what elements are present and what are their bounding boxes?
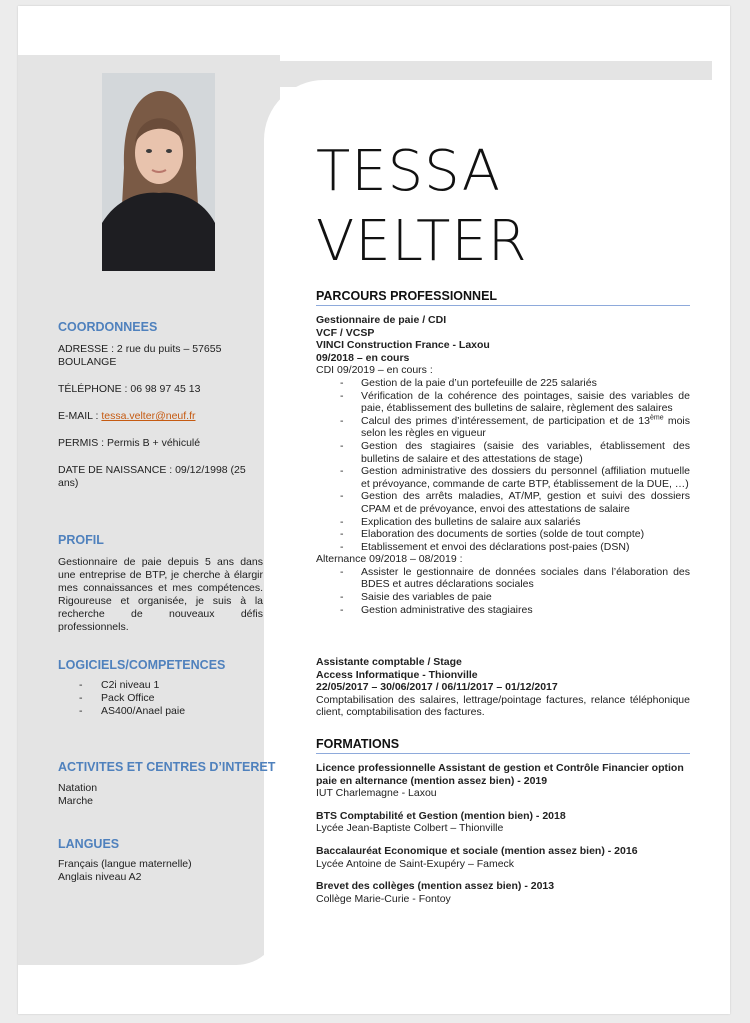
formation-item	[316, 762, 690, 800]
email-link[interactable]: tessa.velter@neuf.fr	[101, 410, 196, 422]
interessement-text: Calcul des primes d’intéressement, de participation et de 13	[361, 414, 650, 427]
list-item: - Elaboration des documents de sorties (solde de tout compte)	[316, 528, 690, 541]
parcours-heading: PARCOURS PROFESSIONNEL	[316, 289, 690, 306]
birth-date: DATE DE NAISSANCE : 09/12/1998 (25 ans)	[58, 464, 246, 489]
logiciels-heading: LOGICIELS/COMPETENCES	[58, 658, 226, 672]
list-item: - C2i niveau 1	[58, 679, 263, 692]
job2-block	[316, 656, 690, 719]
list-item: - Saisie des variables de paie	[316, 591, 690, 604]
formation-school: Lycée Antoine de Saint-Exupéry – Fameck	[316, 857, 515, 870]
formation-title: Baccalauréat Economique et sociale (mention assez bien) - 2016	[316, 844, 638, 857]
email-label: E-MAIL :	[58, 410, 102, 422]
formation-school: IUT Charlemagne - Laxou	[316, 787, 437, 800]
list-item: Natation	[58, 782, 98, 794]
formation-title: BTS Comptabilité et Gestion (mention bien) - 2018	[316, 809, 566, 822]
profil-text: Gestionnaire de paie depuis 5 ans dans une entreprise de BTP, je cherche à élargir mes connaissances et mes compétences. Rigoureuse et organisée, je suis à la recherche de nouveaux défis professionnels.	[58, 556, 263, 633]
email-row	[58, 410, 263, 423]
langues-heading: LANGUES	[58, 837, 120, 851]
superscript: ème	[649, 414, 664, 422]
address-line1: ADRESSE : 2 rue du puits – 57655	[58, 343, 222, 355]
alternance-label: Alternance 09/2018 – 08/2019 :	[316, 553, 463, 566]
coordonnees-heading: COORDONNEES	[58, 320, 158, 334]
list-item: Anglais niveau A2	[58, 871, 142, 883]
formation-item	[316, 845, 690, 870]
permis: PERMIS : Permis B + véhiculé	[58, 437, 201, 449]
list-item: - Gestion des stagiaires (saisie des variables, établissement des bulletins de salaire et des attestations de stage)	[316, 440, 690, 465]
cdi-task-list	[316, 377, 690, 553]
list-item: - Gestion administrative des dossiers du personnel (affiliation mutuelle et prévoyance, commande de carte BTP, établissement de la DUE, …)	[316, 465, 690, 490]
cdi-label: CDI 09/2019 – en cours :	[316, 364, 433, 377]
profil-heading: PROFIL	[58, 533, 104, 547]
job2-company: Access Informatique - Thionville	[316, 668, 478, 681]
formation-school: Lycée Jean-Baptiste Colbert – Thionville	[316, 822, 504, 835]
formation-item	[316, 810, 690, 835]
formation-item	[316, 880, 690, 905]
job1-block	[316, 314, 690, 616]
interessement-text-end: mois selon les règles en vigueur	[361, 414, 690, 440]
address-line2: BOULANGE	[58, 356, 117, 368]
first-name: TESSA	[316, 139, 502, 204]
list-item: - Pack Office	[58, 692, 263, 705]
alternance-task-list	[316, 566, 690, 616]
last-name: VELTER	[316, 209, 528, 274]
list-item: - Etablissement et envoi des déclarations post-paies (DSN)	[316, 541, 690, 554]
job1-company: VINCI Construction France - Laxou	[316, 339, 490, 352]
list-item: - Gestion administrative des stagiaires	[316, 604, 690, 617]
job1-line2: VCF / VCSP	[316, 326, 375, 339]
profile-photo	[102, 73, 215, 271]
phone: TÉLÉPHONE : 06 98 97 45 13	[58, 383, 201, 395]
job1-title: Gestionnaire de paie / CDI	[316, 314, 447, 326]
activites-heading: ACTIVITES ET CENTRES D’INTERET	[58, 760, 276, 774]
job2-desc: Comptabilisation des salaires, lettrage/pointage factures, relance téléphonique client, comptabilisation des factures.	[316, 693, 690, 719]
formation-school: Collège Marie-Curie - Fontoy	[316, 892, 451, 905]
list-item: - Vérification de la cohérence des pointages, saisie des variables de paie, établissement des bulletins de salaire, règlement des salaires	[316, 390, 690, 415]
list-item: - AS400/Anael paie	[58, 705, 263, 718]
list-item: Français (langue maternelle)	[58, 858, 192, 870]
list-item: - Gestion de la paie d’un portefeuille de 225 salariés	[316, 377, 690, 390]
list-item: - Assister le gestionnaire de données sociales dans l’élaboration des BDES et autres déclarations sociales	[316, 566, 690, 591]
formation-title: Licence professionnelle Assistant de gestion et Contrôle Financier option paie en alternance (mention assez bien) - 2019	[316, 762, 684, 787]
list-item	[316, 415, 690, 440]
list-item: - Explication des bulletins de salaire aux salariés	[316, 516, 690, 529]
logiciels-list	[58, 679, 263, 718]
langues-list	[58, 858, 263, 884]
coordonnees-block	[58, 343, 263, 490]
job2-dates: 22/05/2017 – 30/06/2017 / 06/11/2017 – 01/12/2017	[316, 681, 558, 694]
job1-dates: 09/2018 – en cours	[316, 351, 410, 364]
formations-heading: FORMATIONS	[316, 737, 690, 754]
formations-list	[316, 762, 690, 915]
list-item: Marche	[58, 795, 94, 807]
formation-title: Brevet des collèges (mention assez bien) - 2013	[316, 880, 555, 893]
job2-title: Assistante comptable / Stage	[316, 656, 462, 668]
activites-list	[58, 782, 263, 808]
list-item: - Gestion des arrêts maladies, AT/MP, gestion et suivi des dossiers CPAM et de prévoyance, envoi des attestations de salaire	[316, 490, 690, 515]
